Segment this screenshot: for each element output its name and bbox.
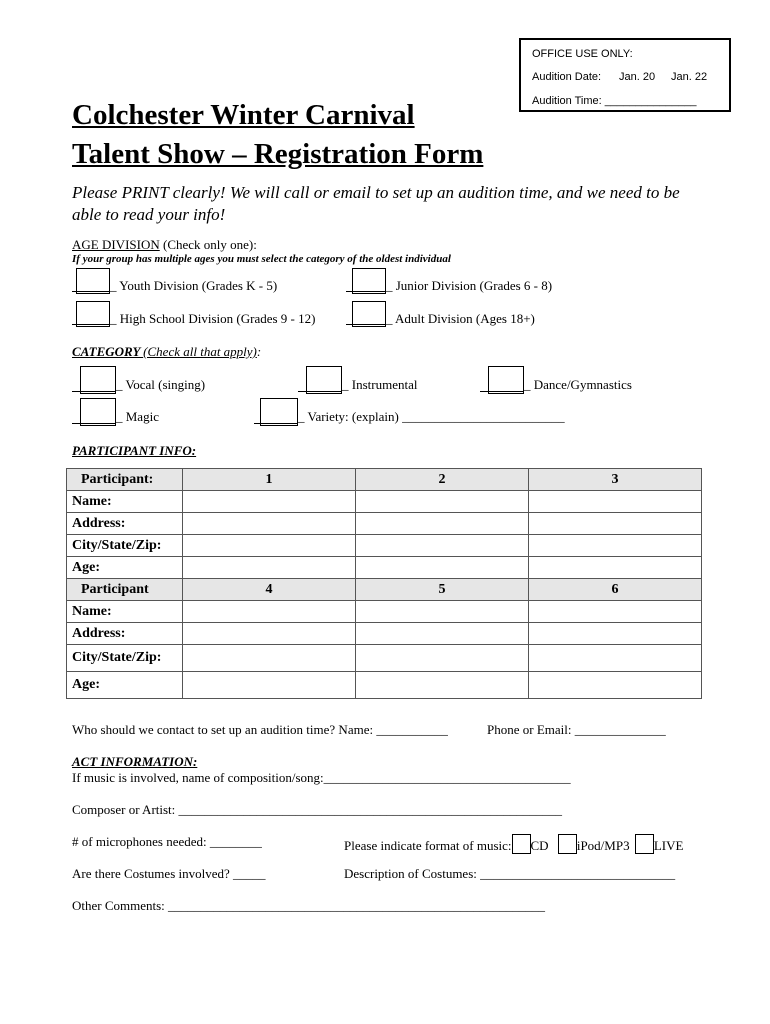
age-cell-2[interactable] bbox=[356, 557, 529, 579]
table-row bbox=[67, 535, 702, 557]
row-label-city: City/State/Zip: bbox=[67, 535, 183, 557]
live-label: LIVE bbox=[653, 838, 684, 853]
variety-checkbox[interactable] bbox=[260, 398, 298, 426]
table-row bbox=[67, 513, 702, 535]
cd-checkbox[interactable] bbox=[512, 834, 531, 854]
youth-underline bbox=[72, 291, 110, 292]
age-division-note: (Check only one): bbox=[159, 237, 257, 252]
age-cell-3[interactable] bbox=[529, 557, 702, 579]
adult-division-label: _ Adult Division (Ages 18+) bbox=[386, 311, 535, 326]
vocal-checkbox[interactable] bbox=[80, 366, 116, 394]
address-cell-1[interactable] bbox=[183, 513, 356, 535]
row-label-age-2: Age: bbox=[67, 672, 183, 699]
vocal-label: _ Vocal (singing) bbox=[116, 377, 206, 392]
category-colon: : bbox=[256, 344, 262, 359]
category-heading bbox=[72, 344, 261, 360]
microphones-field[interactable]: # of microphones needed: ________ bbox=[72, 834, 262, 849]
adult-underline bbox=[346, 324, 386, 325]
junior-underline bbox=[346, 291, 386, 292]
age-division-heading bbox=[72, 237, 257, 253]
age-cell-4[interactable] bbox=[183, 672, 356, 699]
variety-underline bbox=[254, 423, 298, 424]
name-cell-2[interactable] bbox=[356, 491, 529, 513]
costume-description-field[interactable]: Description of Costumes: ______________________________ bbox=[344, 866, 676, 881]
dance-underline bbox=[480, 391, 524, 392]
participant-header-label-2: Participant bbox=[67, 579, 183, 601]
name-cell-5[interactable] bbox=[356, 601, 529, 623]
audition-time-label: Audition Time: _______________ bbox=[532, 95, 697, 107]
contact-name-field[interactable]: Who should we contact to set up an audition time? Name: ___________ bbox=[72, 722, 448, 737]
city-cell-4[interactable] bbox=[183, 645, 356, 672]
music-composition-field[interactable]: If music is involved, name of composition/song:______________________________________ bbox=[72, 770, 571, 785]
category-title: CATEGORY bbox=[72, 344, 144, 359]
office-use-box bbox=[519, 38, 731, 112]
youth-division-label: _ Youth Division (Grades K - 5) bbox=[110, 278, 278, 293]
participant-header-row-2 bbox=[67, 579, 702, 601]
table-row bbox=[67, 672, 702, 699]
row-label-address: Address: bbox=[67, 513, 183, 535]
other-comments-field[interactable]: Other Comments: __________________________________________________________ bbox=[72, 898, 546, 913]
name-cell-4[interactable] bbox=[183, 601, 356, 623]
audition-date-jan20: Jan. 20 bbox=[619, 71, 656, 83]
dance-gymnastics-checkbox[interactable] bbox=[488, 366, 524, 394]
ipod-checkbox[interactable] bbox=[558, 834, 577, 854]
age-cell-5[interactable] bbox=[356, 672, 529, 699]
participant-col-4: 4 bbox=[183, 579, 356, 601]
magic-label: _ Magic bbox=[116, 409, 159, 424]
variety-label[interactable]: _ Variety: (explain) _________________________ bbox=[298, 409, 565, 424]
age-division-title: AGE DIVISION bbox=[72, 237, 160, 252]
composer-artist-field[interactable]: Composer or Artist: ___________________________________________________________ bbox=[72, 802, 563, 817]
magic-checkbox[interactable] bbox=[80, 398, 116, 426]
address-cell-4[interactable] bbox=[183, 623, 356, 645]
music-format-label: Please indicate format of music: bbox=[344, 838, 512, 853]
high-school-division-label: _ High School Division (Grades 9 - 12) bbox=[110, 311, 316, 326]
magic-underline bbox=[72, 423, 116, 424]
city-cell-2[interactable] bbox=[356, 535, 529, 557]
age-division-subnote: If your group has multiple ages you must select the category of the oldest individual bbox=[72, 253, 451, 265]
city-cell-1[interactable] bbox=[183, 535, 356, 557]
name-cell-1[interactable] bbox=[183, 491, 356, 513]
age-cell-1[interactable] bbox=[183, 557, 356, 579]
instrumental-underline bbox=[298, 391, 342, 392]
age-cell-6[interactable] bbox=[529, 672, 702, 699]
city-cell-6[interactable] bbox=[529, 645, 702, 672]
contact-phone-email-field[interactable]: Phone or Email: ______________ bbox=[487, 722, 666, 737]
office-use-heading: OFFICE USE ONLY: bbox=[532, 48, 633, 60]
participant-col-6: 6 bbox=[529, 579, 702, 601]
row-label-age: Age: bbox=[67, 557, 183, 579]
participant-table bbox=[66, 468, 702, 699]
junior-division-label: _ Junior Division (Grades 6 - 8) bbox=[386, 278, 553, 293]
music-format-group bbox=[344, 834, 683, 854]
name-cell-3[interactable] bbox=[529, 491, 702, 513]
participant-header-row bbox=[67, 469, 702, 491]
address-cell-5[interactable] bbox=[356, 623, 529, 645]
instrumental-checkbox[interactable] bbox=[306, 366, 342, 394]
instrumental-label: _ Instrumental bbox=[342, 377, 418, 392]
intro-text: Please PRINT clearly! We will call or email to set up an audition time, and we need to be able to read your info! bbox=[72, 183, 680, 224]
live-checkbox[interactable] bbox=[635, 834, 654, 854]
name-cell-6[interactable] bbox=[529, 601, 702, 623]
costumes-field[interactable]: Are there Costumes involved? _____ bbox=[72, 866, 266, 881]
participant-col-3: 3 bbox=[529, 469, 702, 491]
cd-label: CD bbox=[530, 838, 549, 853]
table-row bbox=[67, 623, 702, 645]
table-row bbox=[67, 645, 702, 672]
act-information-heading: ACT INFORMATION: bbox=[72, 754, 198, 769]
category-note: (Check all that apply) bbox=[143, 344, 257, 359]
row-label-name-2: Name: bbox=[67, 601, 183, 623]
audition-date-label: Audition Date: bbox=[532, 71, 602, 83]
address-cell-2[interactable] bbox=[356, 513, 529, 535]
audition-date-jan22: Jan. 22 bbox=[671, 71, 708, 83]
participant-header-label: Participant: bbox=[67, 469, 183, 491]
participant-col-2: 2 bbox=[356, 469, 529, 491]
address-cell-3[interactable] bbox=[529, 513, 702, 535]
participant-info-heading: PARTICIPANT INFO: bbox=[72, 443, 197, 458]
title-line-2: Talent Show – Registration Form bbox=[72, 138, 484, 170]
ipod-label: iPod/MP3 bbox=[576, 838, 630, 853]
page-title bbox=[72, 96, 483, 174]
vocal-underline bbox=[72, 391, 116, 392]
table-row bbox=[67, 491, 702, 513]
address-cell-6[interactable] bbox=[529, 623, 702, 645]
title-line-1: Colchester Winter Carnival bbox=[72, 99, 415, 131]
participant-col-5: 5 bbox=[356, 579, 529, 601]
high-school-underline bbox=[72, 324, 110, 325]
city-cell-3[interactable] bbox=[529, 535, 702, 557]
city-cell-5[interactable] bbox=[356, 645, 529, 672]
row-label-name: Name: bbox=[67, 491, 183, 513]
row-label-city-2: City/State/Zip: bbox=[67, 645, 183, 672]
table-row bbox=[67, 557, 702, 579]
participant-col-1: 1 bbox=[183, 469, 356, 491]
dance-gymnastics-label: _ Dance/Gymnastics bbox=[524, 377, 632, 392]
row-label-address-2: Address: bbox=[67, 623, 183, 645]
table-row bbox=[67, 601, 702, 623]
